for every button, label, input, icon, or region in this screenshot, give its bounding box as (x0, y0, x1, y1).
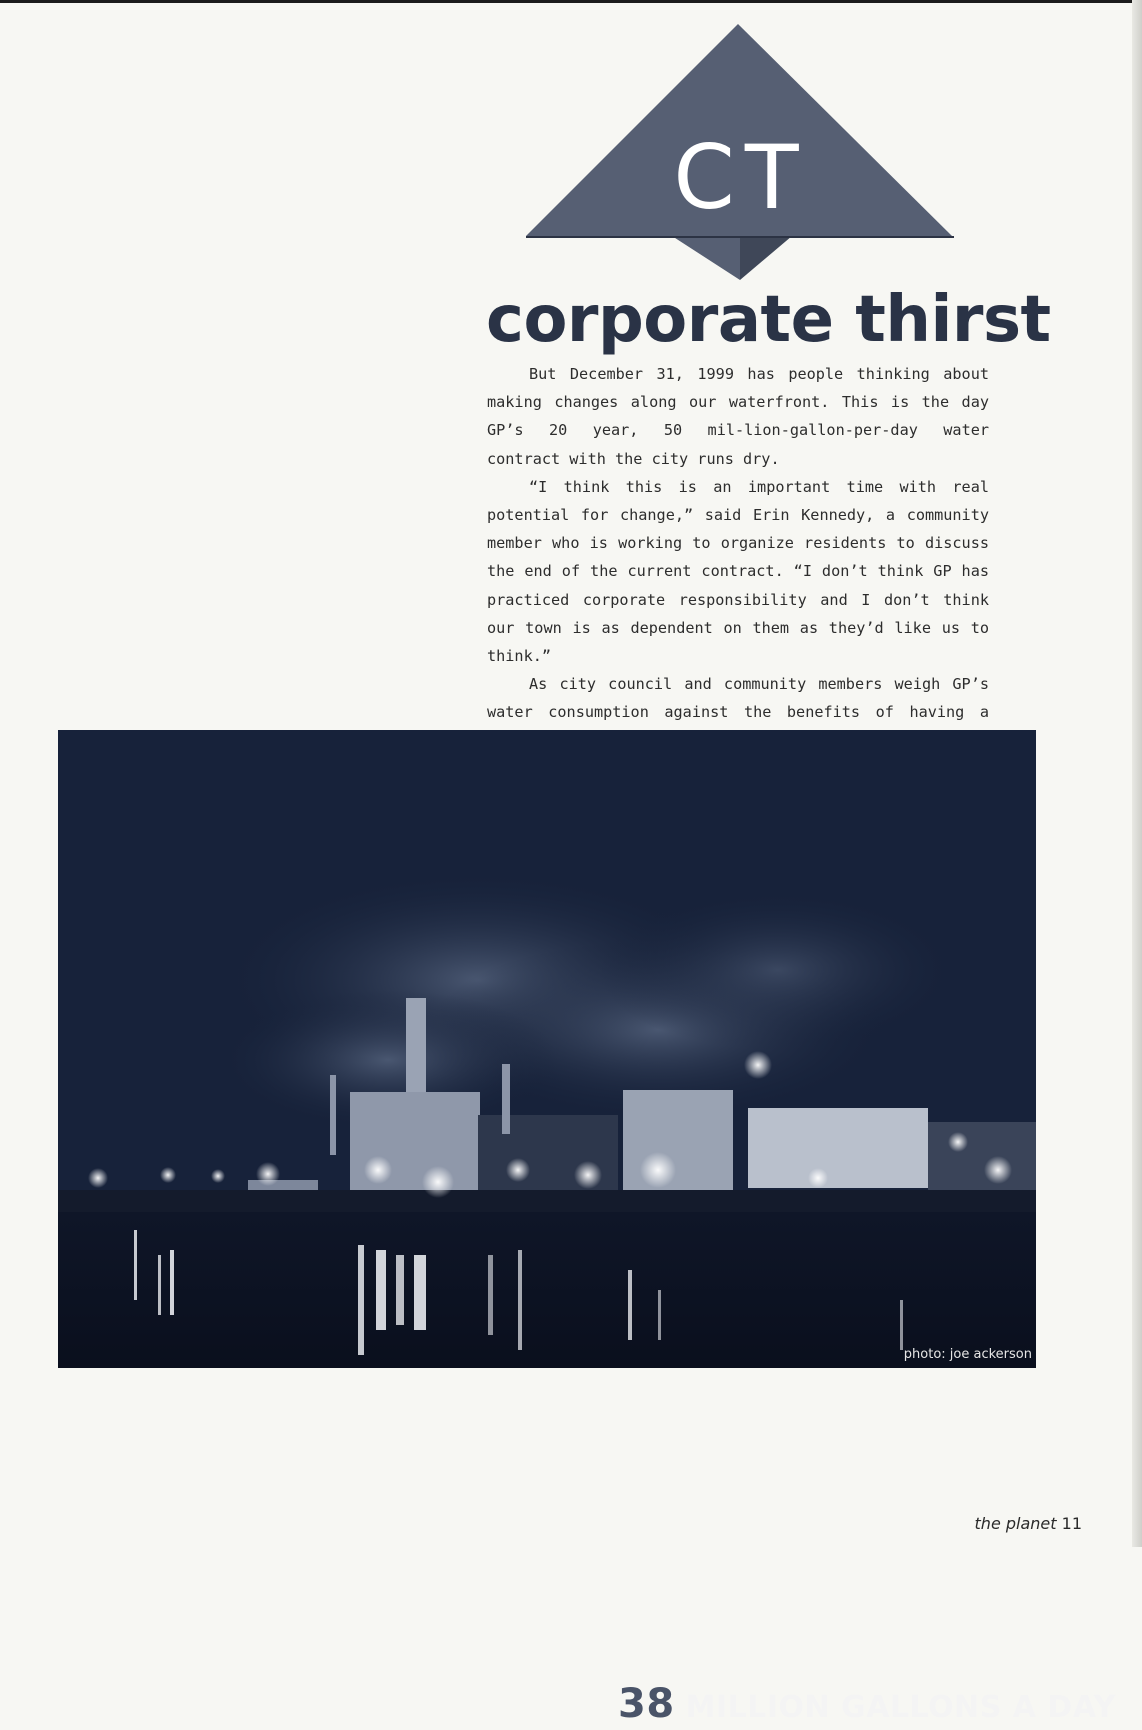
photo-caption-heading (618, 1681, 1116, 1730)
top-rule (0, 0, 1142, 3)
light-reflection (488, 1255, 493, 1335)
paragraph-3: As city council and community members weigh GP’s water consumption against the benefits of having a (487, 675, 989, 722)
light (160, 1167, 176, 1183)
mill-building (623, 1090, 733, 1200)
page-footer (940, 1514, 1082, 1533)
light-reflection (628, 1270, 632, 1340)
light-reflection (414, 1255, 426, 1330)
water (58, 1212, 1036, 1368)
smokestack (406, 998, 426, 1098)
caption-text: MILLION GALLONS A DAY (685, 1690, 1116, 1725)
logo-triangle-point (672, 236, 740, 280)
mill-building (350, 1092, 480, 1202)
mill-building (748, 1108, 928, 1188)
light (364, 1156, 392, 1184)
light-reflection (170, 1250, 174, 1315)
light (422, 1166, 454, 1198)
light-reflection (376, 1250, 386, 1330)
light-reflection (658, 1290, 661, 1340)
article-title: corporate thirst (486, 283, 1051, 357)
light-reflection (518, 1250, 522, 1350)
light-reflection (158, 1255, 161, 1315)
light (808, 1168, 828, 1188)
light-reflection (134, 1230, 137, 1300)
photo-credit: photo: joe ackerson (903, 1347, 1032, 1362)
caption-number: 38 (618, 1681, 675, 1727)
light (506, 1158, 530, 1182)
light (256, 1162, 280, 1186)
logo-letters: CT (673, 126, 809, 229)
page-number: 11 (1061, 1514, 1082, 1533)
light (984, 1156, 1012, 1184)
light (948, 1132, 968, 1152)
shoreline (58, 1190, 1036, 1212)
logo-triangle-point-shadow (740, 236, 792, 280)
mill-building (928, 1122, 1036, 1192)
light (744, 1051, 772, 1079)
spire (502, 1064, 510, 1134)
ct-logo (526, 24, 954, 280)
paragraph-1: But December 31, 1999 has people thinking about making changes along our waterfront. This is the day GP’s 20 year, 50 mil-lion-gallon-per-day water contract with the city runs dry. (487, 365, 989, 468)
light (211, 1169, 225, 1183)
publication-name: the planet (974, 1514, 1057, 1533)
light-reflection (396, 1255, 404, 1325)
light (574, 1161, 602, 1189)
smoke-cloud (598, 890, 958, 1050)
light-reflection (358, 1245, 364, 1355)
page-edge-shadow (1132, 0, 1142, 1547)
light-reflection (900, 1300, 903, 1350)
spire (330, 1075, 336, 1155)
paragraph-2: “I think this is an important time with real potential for change,” said Erin Kennedy, a community member who is working to organize residents to discuss the end of the current contract. “I don’t think GP has practiced corporate responsibility and I don’t think our town is as dependent on them as they’d like us to think.” (487, 477, 989, 666)
light (640, 1152, 676, 1188)
light (88, 1168, 108, 1188)
